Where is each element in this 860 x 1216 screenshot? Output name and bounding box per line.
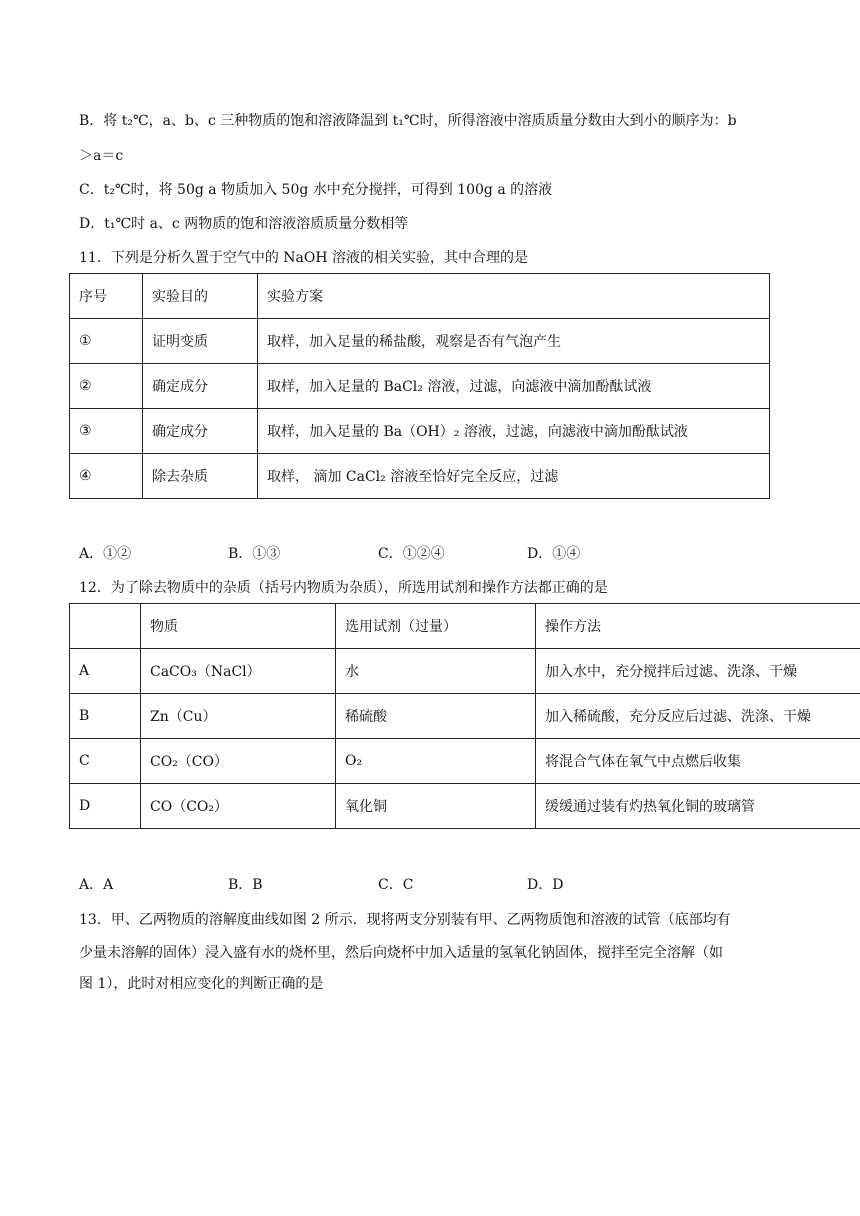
table-row [70, 364, 770, 409]
table-cell: CaCO₃（NaCl） [141, 649, 336, 694]
option-a: A．A [79, 877, 114, 893]
table-row [70, 649, 860, 694]
q11-table [69, 273, 770, 499]
table-cell: ① [70, 319, 143, 364]
q10-option-b-line1: B．将 t₂℃，a、b、c 三种物质的饱和溶液降温到 t₁℃时，所得溶液中溶质质量分数由大到小的顺序为：b [79, 113, 737, 129]
option-d: D．D [527, 877, 564, 893]
table-cell: 缓缓通过装有灼热氧化铜的玻璃管 [536, 784, 860, 829]
option-c: C．C [378, 877, 414, 893]
option-c: C．①②④ [378, 546, 445, 562]
header-cell: 物质 [141, 604, 336, 649]
q10-option-b-line2: ＞a＝c [79, 148, 124, 164]
q13-stem-line2: 少量未溶解的固体）浸入盛有水的烧杯里，然后向烧杯中加入适量的氢氧化钠固体，搅拌至完全溶解（如 [79, 945, 723, 961]
header-cell: 选用试剂（过量） [336, 604, 536, 649]
table-row [70, 409, 770, 454]
table-cell: 取样，加入足量的 Ba（OH）₂ 溶液，过滤，向滤液中滴加酚酞试液 [258, 409, 770, 454]
table-cell: ③ [70, 409, 143, 454]
table-cell: D [70, 784, 141, 829]
q13-stem-line1: 13．甲、乙两物质的溶解度曲线如图 2 所示．现将两支分别装有甲、乙两物质饱和溶液的试管（底部均有 [79, 912, 731, 928]
table-cell: 氧化铜 [336, 784, 536, 829]
header-cell: 实验目的 [143, 274, 258, 319]
q12-stem: 12．为了除去物质中的杂质（括号内物质为杂质），所选用试剂和操作方法都正确的是 [79, 580, 608, 596]
header-cell: 实验方案 [258, 274, 770, 319]
q11-stem: 11．下列是分析久置于空气中的 NaOH 溶液的相关实验，其中合理的是 [79, 250, 528, 266]
option-a: A．①② [79, 546, 132, 562]
table-cell: O₂ [336, 739, 536, 784]
table-row [70, 454, 770, 499]
header-cell [70, 604, 141, 649]
table-cell: C [70, 739, 141, 784]
table-row [70, 784, 860, 829]
table-cell: 取样， 滴加 CaCl₂ 溶液至恰好完全反应，过滤 [258, 454, 770, 499]
table-header-row [70, 604, 860, 649]
table-cell: 确定成分 [143, 364, 258, 409]
table-row [70, 694, 860, 739]
table-cell: ② [70, 364, 143, 409]
q10-option-c: C．t₂℃时，将 50g a 物质加入 50g 水中充分搅拌，可得到 100g a 的溶液 [79, 182, 553, 198]
table-cell: B [70, 694, 141, 739]
q12-table [69, 603, 860, 829]
table-cell: ④ [70, 454, 143, 499]
table-cell: 确定成分 [143, 409, 258, 454]
table-cell: 将混合气体在氧气中点燃后收集 [536, 739, 860, 784]
option-d: D．①④ [527, 546, 581, 562]
table-header-row [70, 274, 770, 319]
table-cell: 稀硫酸 [336, 694, 536, 739]
table-cell: CO₂（CO） [141, 739, 336, 784]
table-row [70, 739, 860, 784]
table-cell: 水 [336, 649, 536, 694]
table-cell: Zn（Cu） [141, 694, 336, 739]
table-row [70, 319, 770, 364]
table-cell: 加入稀硫酸，充分反应后过滤、洗涤、干燥 [536, 694, 860, 739]
table-cell: A [70, 649, 141, 694]
q10-option-d: D．t₁℃时 a、c 两物质的饱和溶液溶质质量分数相等 [79, 216, 409, 232]
q13-stem-line3: 图 1），此时对相应变化的判断正确的是 [79, 976, 324, 992]
table-cell: 取样，加入足量的稀盐酸，观察是否有气泡产生 [258, 319, 770, 364]
table-cell: 加入水中，充分搅拌后过滤、洗涤、干燥 [536, 649, 860, 694]
table-cell: 证明变质 [143, 319, 258, 364]
option-b: B．①③ [228, 546, 281, 562]
option-b: B．B [228, 877, 263, 893]
table-cell: CO（CO₂） [141, 784, 336, 829]
table-cell: 除去杂质 [143, 454, 258, 499]
header-cell: 操作方法 [536, 604, 860, 649]
header-cell: 序号 [70, 274, 143, 319]
table-cell: 取样，加入足量的 BaCl₂ 溶液，过滤，向滤液中滴加酚酞试液 [258, 364, 770, 409]
